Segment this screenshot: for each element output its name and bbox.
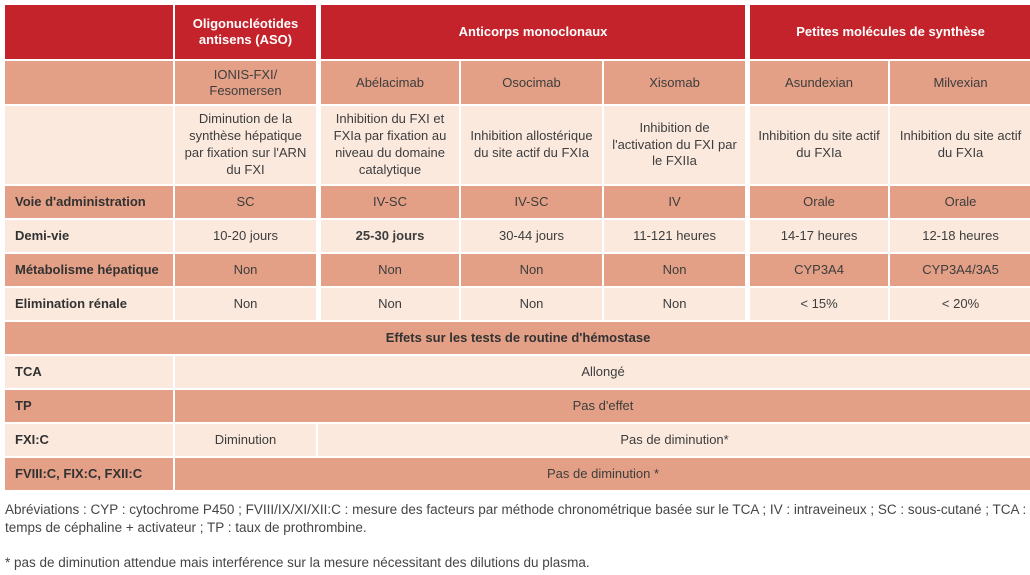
footnotes [3,501,1027,571]
cell-metabolism-asundexian: CYP3A4 [747,254,888,286]
cell-route-abelacimab: IV-SC [318,186,459,218]
drug-header-empty [5,61,173,104]
cell-fxic-others: Pas de diminution* [318,424,1030,456]
mechanism-abelacimab: Inhibition du FXI et FXIa par fixation au niveau du domaine catalytique [318,106,459,184]
cell-half-life-ionis: 10-20 jours [175,220,316,252]
row-label-administration-route: Voie d'administration [5,186,173,218]
comparison-table [3,3,1030,492]
group-header-aso: Oligonucléotides antisens (ASO) [175,5,316,59]
row-label-tca: TCA [5,356,173,388]
cell-half-life-milvexian: 12-18 heures [890,220,1030,252]
drug-header-ionis: IONIS-FXI/ Fesomersen [175,61,316,104]
mechanism-milvexian: Inhibition du site actif du FXIa [890,106,1030,184]
cell-route-asundexian: Orale [747,186,888,218]
abbreviations-note: Abréviations : CYP : cytochrome P450 ; FVIII/IX/XI/XII:C : mesure des facteurs par méthode chronométrique basée sur le TCA ; IV : intraveineux ; SC : sous-cutané ; TCA : temps de céphaline + activateur ; TP : taux de prothrombine. [5,502,1027,535]
cell-metabolism-abelacimab: Non [318,254,459,286]
cell-tca-value: Allongé [175,356,1030,388]
mechanism-row [5,106,1030,184]
drug-header-abelacimab: Abélacimab [318,61,459,104]
mechanism-ionis: Diminution de la synthèse hépatique par fixation sur l'ARN du FXI [175,106,316,184]
cell-elimination-milvexian: < 20% [890,288,1030,320]
corner-cell [5,5,173,59]
cell-half-life-osocimab: 30-44 jours [461,220,602,252]
cell-half-life-abelacimab: 25-30 jours [318,220,459,252]
cell-route-milvexian: Orale [890,186,1030,218]
drug-name-row [5,61,1030,104]
mechanism-empty [5,106,173,184]
cell-elimination-abelacimab: Non [318,288,459,320]
row-label-half-life: Demi-vie [5,220,173,252]
cell-tp-value: Pas d'effet [175,390,1030,422]
row-label-renal-elimination: Elimination rénale [5,288,173,320]
cell-half-life-asundexian: 14-17 heures [747,220,888,252]
cell-route-xisomab: IV [604,186,745,218]
cell-route-osocimab: IV-SC [461,186,602,218]
mechanism-osocimab: Inhibition allostérique du site actif du FXIa [461,106,602,184]
group-header-row [5,5,1030,59]
mechanism-asundexian: Inhibition du site actif du FXIa [747,106,888,184]
cell-half-life-xisomab: 11-121 heures [604,220,745,252]
drug-header-milvexian: Milvexian [890,61,1030,104]
row-hepatic-metabolism [5,254,1030,286]
cell-elimination-xisomab: Non [604,288,745,320]
row-label-fxic: FXI:C [5,424,173,456]
row-fxic [5,424,1030,456]
row-tp [5,390,1030,422]
group-header-small-molecules: Petites molécules de synthèse [747,5,1030,59]
row-fviii-fix-fxii [5,458,1030,490]
asterisk-note: * pas de diminution attendue mais interférence sur la mesure nécessitant des dilutions du plasma. [5,554,590,570]
cell-metabolism-milvexian: CYP3A4/3A5 [890,254,1030,286]
cell-fviii-value: Pas de diminution * [175,458,1030,490]
row-renal-elimination [5,288,1030,320]
cell-elimination-ionis: Non [175,288,316,320]
row-label-hepatic-metabolism: Métabolisme hépatique [5,254,173,286]
cell-fxic-aso: Diminution [175,424,316,456]
cell-metabolism-ionis: Non [175,254,316,286]
mechanism-xisomab: Inhibition de l'activation du FXI par le FXIIa [604,106,745,184]
group-header-monoclonal: Anticorps monoclonaux [318,5,745,59]
row-administration-route [5,186,1030,218]
drug-header-osocimab: Osocimab [461,61,602,104]
row-label-tp: TP [5,390,173,422]
cell-elimination-osocimab: Non [461,288,602,320]
cell-metabolism-osocimab: Non [461,254,602,286]
drug-header-asundexian: Asundexian [747,61,888,104]
cell-metabolism-xisomab: Non [604,254,745,286]
section-header-hemostasis: Effets sur les tests de routine d'hémostase [5,322,1030,354]
row-label-fviii-fix-fxii: FVIII:C, FIX:C, FXII:C [5,458,173,490]
cell-route-ionis: SC [175,186,316,218]
row-half-life [5,220,1030,252]
section-header-row [5,322,1030,354]
cell-elimination-asundexian: < 15% [747,288,888,320]
row-tca [5,356,1030,388]
drug-header-xisomab: Xisomab [604,61,745,104]
